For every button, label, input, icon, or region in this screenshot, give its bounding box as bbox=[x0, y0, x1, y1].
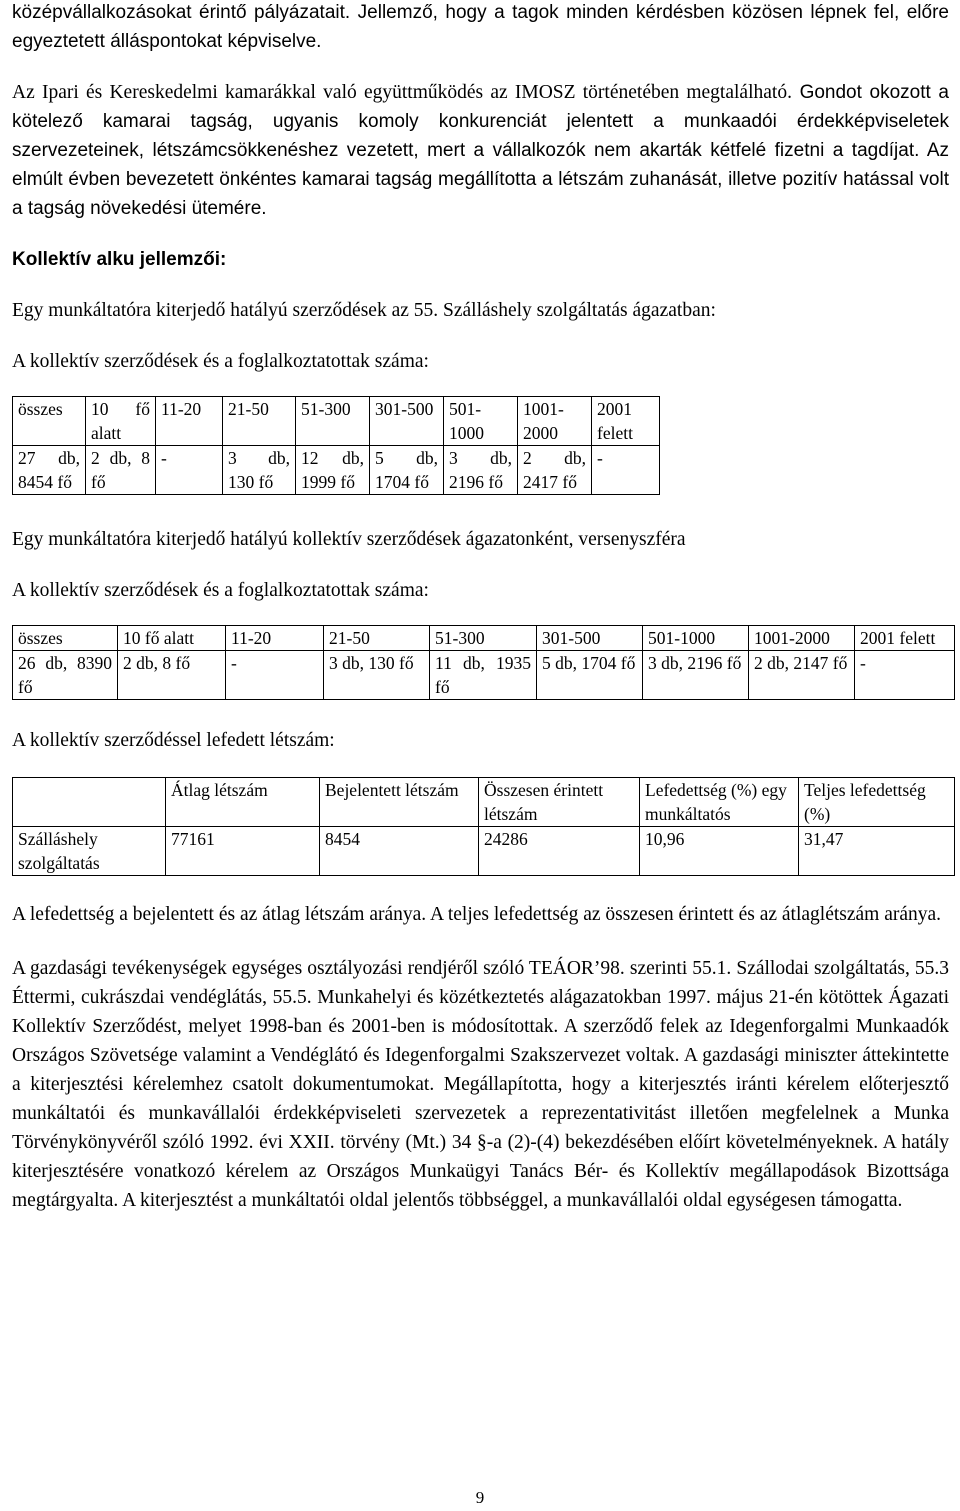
table-cell: 3 db, 2196 fő bbox=[643, 651, 749, 700]
table-cell: - bbox=[226, 651, 324, 700]
table-cell: 3 db, 2196 fő bbox=[444, 446, 518, 495]
table-row bbox=[13, 446, 660, 495]
paragraph-coverage-note: A lefedettség a bejelentett és az átlag létszám aránya. A teljes lefedettség az összesen érintett és az átlaglétszám aránya. bbox=[12, 904, 942, 925]
paragraph-chambers bbox=[12, 78, 949, 223]
table-cell: 26 db, 8390 fő bbox=[13, 651, 118, 700]
table-cell: - bbox=[855, 651, 955, 700]
section1-intro: Egy munkáltatóra kiterjedő hatályú szerződések az 55. Szálláshely szolgáltatás ágazatban: bbox=[12, 300, 716, 321]
table-header-cell: 1001-2000 bbox=[749, 626, 855, 651]
table-header-cell: 11-20 bbox=[226, 626, 324, 651]
paragraph-intro: középvállalkozásokat érintő pályázatait. Jellemző, hogy a tagok minden kérdésben közösen lépnek fel, előre egyeztetett álláspontokat képviselve. bbox=[12, 2, 949, 52]
table-header-cell: 21-50 bbox=[223, 397, 296, 446]
table-header-cell: 301-500 bbox=[537, 626, 643, 651]
table-header-cell: Bejelentett létszám bbox=[320, 778, 479, 827]
table-header-cell: összes bbox=[13, 626, 118, 651]
table-cell: Szálláshely szolgáltatás bbox=[13, 827, 166, 876]
table-cell: 24286 bbox=[479, 827, 640, 876]
section2-intro: Egy munkáltatóra kiterjedő hatályú kollektív szerződések ágazatonként, versenyszféra bbox=[12, 529, 686, 550]
table-header-row bbox=[13, 626, 955, 651]
table-coverage bbox=[12, 777, 955, 876]
table-header-cell: 51-300 bbox=[430, 626, 537, 651]
page-number: 9 bbox=[475, 1488, 485, 1507]
table-cell: 2 db, 8 fő bbox=[86, 446, 156, 495]
table-cell: 11 db, 1935 fő bbox=[430, 651, 537, 700]
paragraph-chambers-sans: Gondot okozott a kötelező kamarai tagság, ugyanis komoly konkurenciát jelentett a munkaadói érdekképviseletek szervezeteinek, létszámcsökkenéshez vezetett, mert a vállalkozók nem akarták kétfelé fizetni a tagdíjat. Az elmúlt évben bevezetett önkéntes kamarai tagság megállította a létszám zuhanását, illetve pozitív hatással volt a tagság növekedési ütemére. bbox=[12, 82, 949, 219]
table-header-cell: 11-20 bbox=[156, 397, 223, 446]
table-cell: 3 db, 130 fő bbox=[324, 651, 430, 700]
table-agreements-accommodation bbox=[12, 396, 660, 495]
table-header-cell: Összesen érintett létszám bbox=[479, 778, 640, 827]
table-header-cell: 2001 felett bbox=[592, 397, 660, 446]
table-cell: 12 db, 1999 fő bbox=[296, 446, 370, 495]
paragraph-chambers-serif: Az Ipari és Kereskedelmi kamarákkal való együttműködés az IMOSZ történetében megtalálható. bbox=[12, 82, 792, 103]
document-page bbox=[12, 0, 949, 1215]
table-header-cell: Teljes lefedettség (%) bbox=[799, 778, 955, 827]
table-header-cell: 501-1000 bbox=[444, 397, 518, 446]
section-heading: Kollektív alku jellemzői: bbox=[12, 249, 227, 270]
table-cell: 2 db, 2147 fő bbox=[749, 651, 855, 700]
table-cell: 77161 bbox=[166, 827, 320, 876]
table-cell: 27 db, 8454 fő bbox=[13, 446, 86, 495]
table-cell: - bbox=[592, 446, 660, 495]
section2-table-caption: A kollektív szerződések és a foglalkoztatottak száma: bbox=[12, 580, 429, 601]
paragraph-sector-agreement: A gazdasági tevékenységek egységes osztályozási rendjéről szóló TEÁOR’98. szerinti 55.1. Szállodai szolgáltatás, 55.3 Éttermi, cukrászdai vendéglátás, 55.5. Munkahelyi és közétkeztetés alágazatokban 1997. május 21-én kötöttek Ágazati Kollektív Szerződést, melyet 1998-ban és 2001-ben is módosítottak. A szerződő felek az Idegenforgalmi Munkaadók Országos Szövetsége valamint a Vendéglátó és Idegenforgalmi Szakszervezet voltak. A gazdasági miniszter áttekintette a kiterjesztési kérelemhez csatolt dokumentumokat. Megállapította, hogy a kiterjesztés iránti kérelem előterjesztő munkáltatói és munkavállalói érdekképviseleti szervezetek a reprezentativitást illetően megfelelnek a Munka Törvénykönyvéről szóló 1992. évi XXII. törvény (Mt.) 34 §-a (2)-(4) bekezdésében előírt követelményeknek. A hatály kiterjesztésére vonatkozó kérelem az Országos Munkaügyi Tanács Bér- és Kollektív megállapodások Bizottsága megtárgyalta. A kiterjesztést a munkáltatói oldal jelentős többséggel, a munkavállalói oldal egységesen támogatta. bbox=[12, 958, 949, 1211]
table-header-cell: 301-500 bbox=[370, 397, 444, 446]
table-header-cell: 10 fő alatt bbox=[118, 626, 226, 651]
table-header-row bbox=[13, 397, 660, 446]
table-header-cell: 21-50 bbox=[324, 626, 430, 651]
table-header-cell: 2001 felett bbox=[855, 626, 955, 651]
table-header-cell: 51-300 bbox=[296, 397, 370, 446]
table-agreements-competitive bbox=[12, 625, 955, 700]
table-cell: 8454 bbox=[320, 827, 479, 876]
section3-caption: A kollektív szerződéssel lefedett létszám: bbox=[12, 730, 335, 751]
table-cell: - bbox=[156, 446, 223, 495]
table-header-cell: 501-1000 bbox=[643, 626, 749, 651]
table-row bbox=[13, 651, 955, 700]
table-header-cell: Átlag létszám bbox=[166, 778, 320, 827]
table-cell: 10,96 bbox=[640, 827, 799, 876]
table-cell: 3 db, 130 fő bbox=[223, 446, 296, 495]
table-row bbox=[13, 827, 955, 876]
section1-table-caption: A kollektív szerződések és a foglalkoztatottak száma: bbox=[12, 351, 429, 372]
table-header-cell: összes bbox=[13, 397, 86, 446]
table-cell: 5 db, 1704 fő bbox=[537, 651, 643, 700]
table-cell: 5 db, 1704 fő bbox=[370, 446, 444, 495]
table-cell: 2 db, 8 fő bbox=[118, 651, 226, 700]
table-header-row bbox=[13, 778, 955, 827]
table-header-cell: 10 fő alatt bbox=[86, 397, 156, 446]
table-cell: 31,47 bbox=[799, 827, 955, 876]
table-cell: 2 db, 2417 fő bbox=[518, 446, 592, 495]
table-header-cell: 1001-2000 bbox=[518, 397, 592, 446]
table-header-cell: Lefedettség (%) egy munkáltatós bbox=[640, 778, 799, 827]
table-header-cell bbox=[13, 778, 166, 827]
